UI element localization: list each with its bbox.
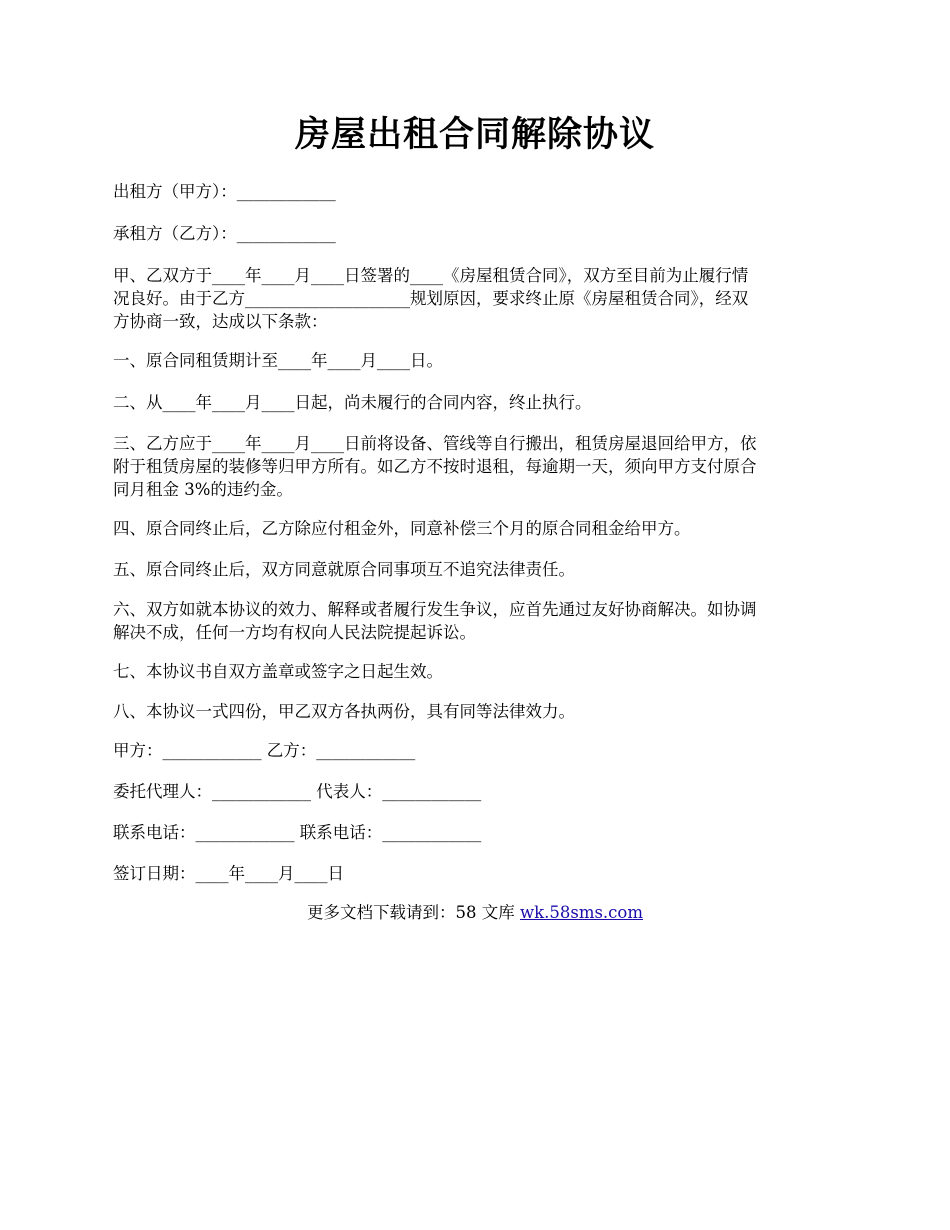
signature-parties: 甲方：____________ 乙方：____________ (113, 741, 416, 760)
signature-phones: 联系电话：____________ 联系电话：____________ (113, 823, 482, 842)
intro-line-2: 况良好。由于乙方____________________规划原因，要求终止原《房屋租赁合同》，经双 (113, 289, 749, 308)
clause-3-line-2: 附于租赁房屋的装修等归甲方所有。如乙方不按时退租，每逾期一天，须向甲方支付原合 (113, 457, 757, 476)
clause-8: 八、本协议一式四份，甲乙双方各执两份，具有同等法律效力。 (113, 702, 575, 721)
clause-5: 五、原合同终止后，双方同意就原合同事项互不追究法律责任。 (113, 560, 575, 579)
clause-6-line-2: 解决不成，任何一方均有权向人民法院提起诉讼。 (113, 623, 476, 642)
clause-7: 七、本协议书自双方盖章或签字之日起生效。 (113, 662, 443, 681)
signature-date: 签订日期：____年____月____日 (113, 864, 344, 883)
footer-prefix: 更多文档下载请到：58 文库 (306, 903, 520, 922)
clause-2: 二、从____年____月____日起，尚未履行的合同内容，终止执行。 (113, 393, 592, 412)
intro-line-1: 甲、乙双方于____年____月____日签署的____《房屋租赁合同》，双方至目前为止履行情 (113, 266, 749, 285)
footer-link[interactable]: wk.58sms.com (519, 903, 643, 922)
clause-1: 一、原合同租赁期计至____年____月____日。 (113, 351, 443, 370)
clause-3-line-1: 三、乙方应于____年____月____日前将设备、管线等自行搬出，租赁房屋退回给甲方，依 (113, 434, 757, 453)
signature-agents: 委托代理人：____________ 代表人：____________ (113, 782, 482, 801)
clause-3-line-3: 同月租金 3%的违约金。 (113, 480, 293, 499)
clause-6-line-1: 六、双方如就本协议的效力、解释或者履行发生争议，应首先通过友好协商解决。如协调 (113, 600, 757, 619)
clause-4: 四、原合同终止后，乙方除应付租金外，同意补偿三个月的原合同租金给甲方。 (113, 519, 691, 538)
lessee-line: 承租方（乙方）：____________ (113, 224, 336, 243)
lessor-line: 出租方（甲方）：____________ (113, 182, 336, 201)
intro-line-3: 方协商一致，达成以下条款： (113, 312, 328, 331)
footer (0, 901, 950, 925)
document-title: 房屋出租合同解除协议 (294, 114, 655, 155)
